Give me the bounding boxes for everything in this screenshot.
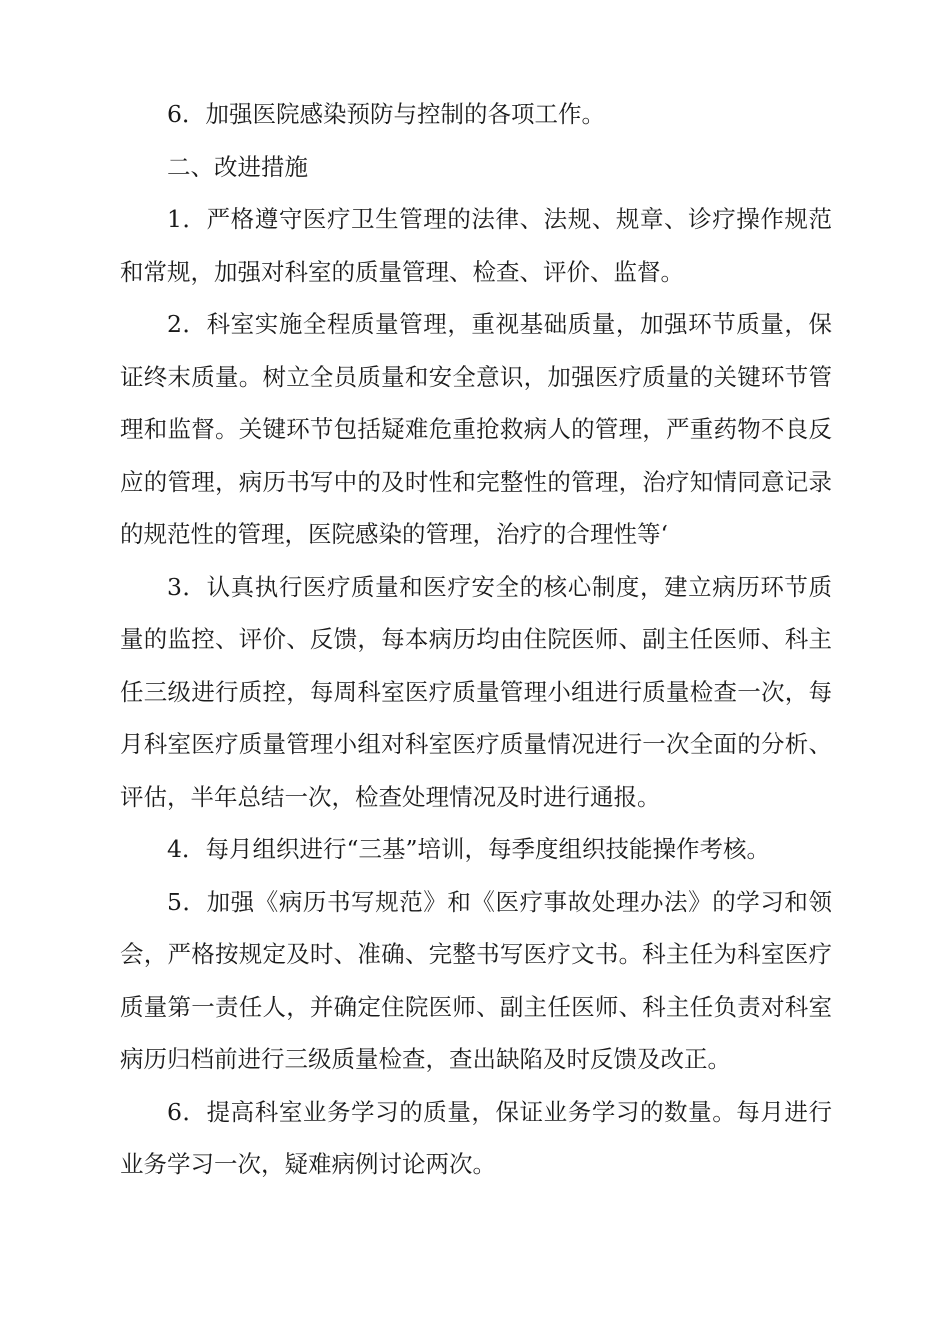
paragraph-measure-5: 5．加强《病历书写规范》和《医疗事故处理办法》的学习和领会，严格按规定及时、准确、完整书写医疗文书。科主任为科室医疗质量第一责任人，并确定住院医师、副主任医师、科主任负责对科室病历归档前进行三级质量检查，查出缺陷及时反馈及改正。 [120,887,832,1073]
paragraph-item-6-infection-control: 6．加强医院感染预防与控制的各项工作。 [167,100,605,128]
section-heading-improvement-measures: 二、改进措施 [167,152,308,181]
document-body [120,88,832,1191]
paragraph-measure-1: 1．严格遵守医疗卫生管理的法律、法规、规章、诊疗操作规范和常规，加强对科室的质量管理、检查、评价、监督。 [120,205,832,286]
paragraph-measure-2: 2．科室实施全程质量管理，重视基础质量，加强环节质量，保证终末质量。树立全员质量和安全意识，加强医疗质量的关键环节管理和监督。关键环节包括疑难危重抢救病人的管理，严重药物不良反应的管理，病历书写中的及时性和完整性的管理，治疗知情同意记录的规范性的管理，医院感染的管理，治疗的合理性等‘ [120,310,832,548]
paragraph-measure-6: 6．提高科室业务学习的质量，保证业务学习的数量。每月进行业务学习一次，疑难病例讨论两次。 [120,1097,832,1178]
paragraph-measure-4: 4．每月组织进行“三基”培训，每季度组织技能操作考核。 [167,835,770,863]
paragraph-measure-3: 3．认真执行医疗质量和医疗安全的核心制度，建立病历环节质量的监控、评价、反馈，每本病历均由住院医师、副主任医师、科主任三级进行质控，每周科室医疗质量管理小组进行质量检查一次，每月科室医疗质量管理小组对科室医疗质量情况进行一次全面的分析、评估，半年总结一次，检查处理情况及时进行通报。 [120,572,832,811]
